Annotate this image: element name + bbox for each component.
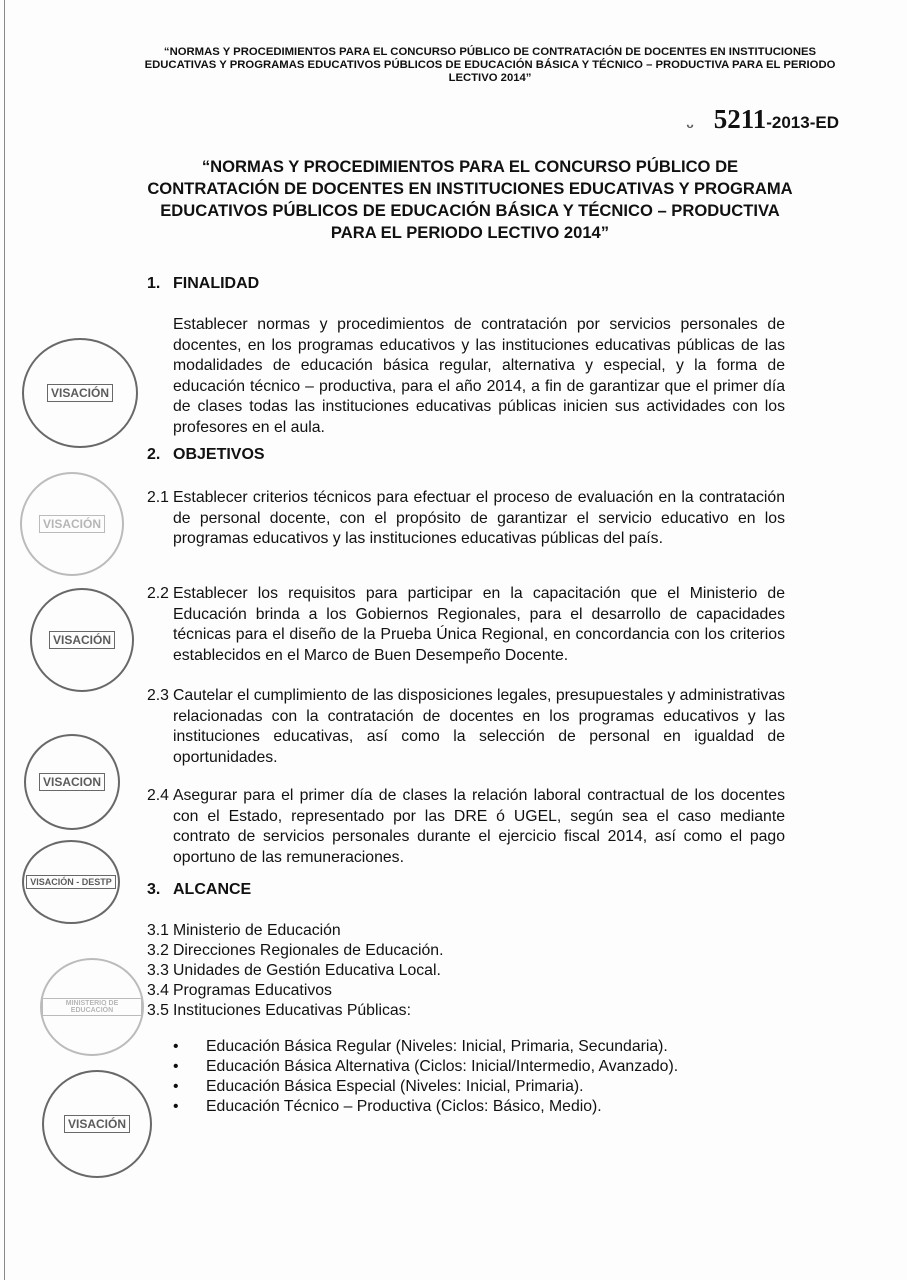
- item-text: Establecer los requisitos para participar en la capacitación que el Ministerio de Educación brinda a los Gobiernos Regionales, para el desarrollo de capacidades técnicas para el diseño de la Prueba Única Regional, en concordancia con los criterios establecidos en el Marco de Buen Desempeño Docente.: [173, 585, 785, 664]
- section-heading-objetivos: [147, 446, 265, 464]
- stamp-label: VISACIÓN: [49, 631, 115, 649]
- stamp-label: VISACIÓN: [47, 384, 113, 402]
- scope-item: [147, 981, 443, 1001]
- visa-stamp: [42, 1070, 152, 1178]
- item-text: Programas Educativos: [173, 982, 332, 999]
- item-number: 2.3: [147, 687, 169, 704]
- bullet-list: [173, 1037, 678, 1117]
- stamp-label: VISACIÓN: [39, 515, 105, 533]
- visa-stamp: [22, 338, 138, 448]
- objective-item: [147, 786, 785, 868]
- stamp-label: VISACIÓN - DESTP: [26, 875, 116, 889]
- item-number: 3.4: [147, 982, 169, 999]
- resolution-suffix: -2013-ED: [766, 113, 839, 132]
- scan-edge: [4, 0, 5, 1280]
- section-number: 2.: [147, 446, 161, 463]
- bullet-item: • Educación Básica Especial (Niveles: Inicial, Primaria).: [173, 1077, 678, 1097]
- objective-item: [147, 488, 785, 550]
- stamp-label: VISACION: [39, 773, 105, 791]
- scope-item: [147, 1001, 443, 1021]
- item-text: Unidades de Gestión Educativa Local.: [173, 962, 441, 979]
- bullet-item: • Educación Técnico – Productiva (Ciclos: Básico, Medio).: [173, 1097, 678, 1117]
- stamp-label: VISACIÓN: [64, 1115, 130, 1133]
- section-title: ALCANCE: [173, 881, 252, 898]
- document-title: “NORMAS Y PROCEDIMIENTOS PARA EL CONCURSO PÚBLICO DE CONTRATACIÓN DE DOCENTES EN INSTITUCIONES EDUCATIVAS Y PROGRAMA EDUCATIVOS PÚBLICOS DE EDUCACIÓN BÁSICA Y TÉCNICO – PRODUCTIVA PARA EL PERIODO LECTIVO 2014”: [147, 157, 793, 242]
- objective-item: [147, 584, 785, 666]
- section-number: 3.: [147, 881, 161, 898]
- section-heading-finalidad: [147, 275, 259, 293]
- resolution-number-value: 5211: [713, 104, 767, 134]
- item-number: 2.2: [147, 585, 169, 602]
- section-heading-alcance: [147, 881, 251, 899]
- scope-item: [147, 941, 443, 961]
- running-header: “NORMAS Y PROCEDIMIENTOS PARA EL CONCURSO PÚBLICO DE CONTRATACIÓN DE DOCENTES EN INSTITUCIONES EDUCATIVAS Y PROGRAMAS EDUCATIVOS PÚBLICOS DE EDUCACIÓN BÁSICA Y TÉCNICO – PRODUCTIVA PARA EL PERIODO LECTIVO 2014”: [144, 46, 836, 84]
- section-title: FINALIDAD: [173, 275, 260, 292]
- resolution-number: [686, 104, 839, 135]
- item-text: Cautelar el cumplimiento de las disposiciones legales, presupuestales y administrativas relacionadas con la contratación de docentes en los programas educativos y las instituciones educativas, así como la selección de personal en igualdad de oportunidades.: [173, 687, 785, 766]
- scope-item: [147, 921, 443, 941]
- item-text: Asegurar para el primer día de clases la relación laboral contractual de los docentes con el Estado, representado por las DRE ó UGEL, según sea el caso mediante contrato de servicios personales durante el ejercicio fiscal 2014, así como el pago oportuno de las remuneraciones.: [173, 787, 785, 866]
- ministry-seal: [40, 958, 144, 1056]
- item-number: 3.5: [147, 1002, 169, 1019]
- visa-stamp: [30, 588, 134, 692]
- objective-item: [147, 686, 785, 768]
- bullet-item: • Educación Básica Alternativa (Ciclos: Inicial/Intermedio, Avanzado).: [173, 1057, 678, 1077]
- scope-list: [147, 921, 443, 1021]
- item-text: Ministerio de Educación: [173, 922, 341, 939]
- handwritten-mark: ᴗ: [686, 117, 694, 131]
- item-number: 2.1: [147, 489, 169, 506]
- item-text: Instituciones Educativas Públicas:: [173, 1002, 411, 1019]
- visa-stamp: [24, 734, 120, 830]
- item-number: 2.4: [147, 787, 169, 804]
- finalidad-paragraph: Establecer normas y procedimientos de contratación por servicios personales de docentes, en los programas educativos y las instituciones educativas públicas de las modalidades de educación básica regular, alternativa y especial, y la forma de educación técnico – productiva, para el año 2014, a fin de garantizar que el primer día de clases todas las instituciones educativas públicas inicien sus actividades con los profesores en el aula.: [173, 316, 785, 436]
- visa-stamp: [22, 840, 120, 924]
- section-title: OBJETIVOS: [173, 446, 265, 463]
- item-number: 3.2: [147, 942, 169, 959]
- item-number: 3.3: [147, 962, 169, 979]
- stamp-label: MINISTERIO DE EDUCACIÓN: [42, 998, 142, 1016]
- bullet-item: • Educación Básica Regular (Niveles: Inicial, Primaria, Secundaria).: [173, 1037, 678, 1057]
- item-text: Direcciones Regionales de Educación.: [173, 942, 444, 959]
- scope-item: [147, 961, 443, 981]
- visa-stamp: [20, 472, 124, 576]
- section-number: 1.: [147, 275, 161, 292]
- item-text: Establecer criterios técnicos para efectuar el proceso de evaluación en la contratación de personal docente, con el propósito de garantizar el servicio educativo en los programas educativos y las instituciones educativas públicas del país.: [173, 489, 785, 547]
- item-number: 3.1: [147, 922, 169, 939]
